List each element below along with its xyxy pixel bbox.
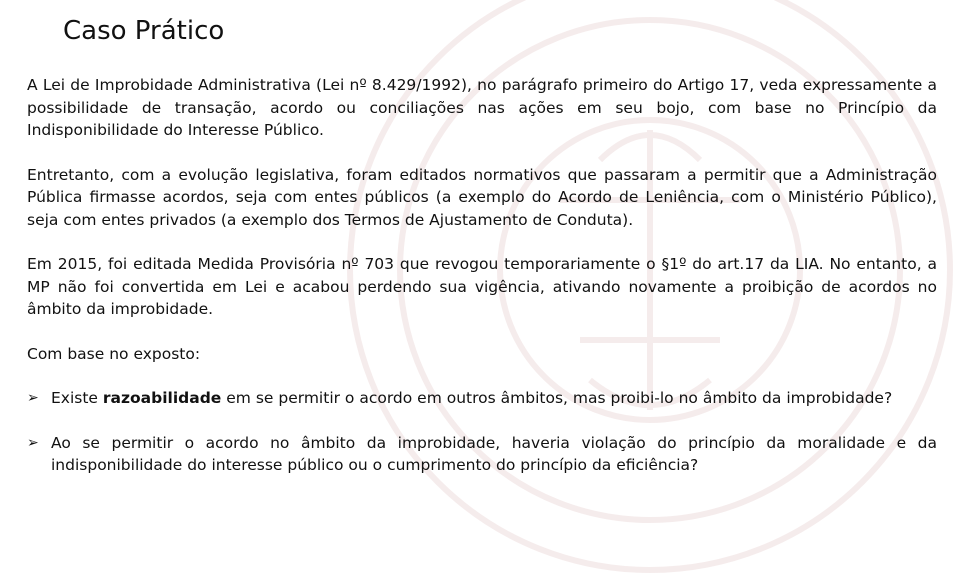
slide-body bbox=[27, 74, 937, 499]
bullet-text-1-before: Existe bbox=[51, 389, 103, 407]
arrow-bullet-icon: ➢ bbox=[27, 390, 39, 406]
paragraph-2: Entretanto, com a evolução legislativa, foram editados normativos que passaram a permitir que a Administração Pública firmasse acordos, seja com entes públicos (a exemplo do Acordo de Leniência, com o Ministério Público), seja com entes privados (a exemplo dos Termos de Ajustamento de Conduta). bbox=[27, 165, 937, 229]
paragraph-4: Com base no exposto: bbox=[27, 344, 201, 363]
paragraph-3: Em 2015, foi editada Medida Provisória nº 703 que revogou temporariamente o §1º do art.17 da LIA. No entanto, a MP não foi convertida em Lei e acabou perdendo sua vigência, ativando novamente a proibição de acordos no âmbito da improbidade. bbox=[27, 255, 937, 318]
arrow-bullet-icon: ➢ bbox=[27, 434, 39, 451]
bullet-text-2: Ao se permitir o acordo no âmbito da improbidade, haveria violação do princípio da moralidade e da indisponibilidade do interesse público ou o cumprimento do princípio da eficiência? bbox=[51, 433, 937, 474]
bullet-text-1-bold: razoabilidade bbox=[102, 389, 222, 407]
bullet-item-1 bbox=[27, 387, 937, 410]
bullet-item-2 bbox=[27, 432, 937, 477]
page-title: Caso Prático bbox=[63, 16, 225, 46]
bullet-text-1-after: em se permitir o acordo em outros âmbitos, mas proibi-lo no âmbito da improbidade? bbox=[221, 389, 893, 407]
paragraph-1: A Lei de Improbidade Administrativa (Lei nº 8.429/1992), no parágrafo primeiro do Artigo 17, veda expressamente a possibilidade de transação, acordo ou conciliações nas ações em seu bojo, com base no Princípio da Indisponibilidade do Interesse Público. bbox=[27, 76, 937, 139]
bullet-text-1 bbox=[51, 387, 937, 410]
